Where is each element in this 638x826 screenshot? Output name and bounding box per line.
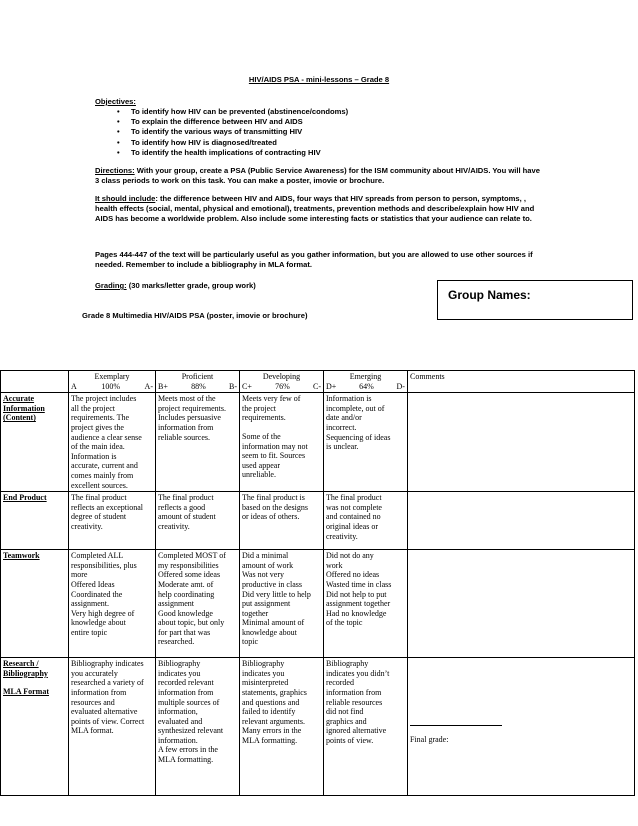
include-text: : the difference between HIV and AIDS, four ways that HIV spreads from person to person, symptoms, , health effects (social, mental, physical and emotional), treatments, prevention methods and describe/explain how HIV and AIDS has become a worldwide problem. Also include some interesting facts or statistics that your audience can relate to. [95,194,535,224]
rubric-cell [156,393,240,492]
cell-line: information may not [242,441,308,451]
table-row [1,658,635,796]
cell-line: indicates you didn’t [326,668,390,678]
level-name: Exemplary [94,372,130,381]
criterion-cell [1,393,69,492]
cell-line: Did very little to help [242,589,311,599]
cell-line: Meets most of the [158,394,216,404]
cell-line: A few errors in the [158,745,218,755]
cell-line: of the main idea. [71,442,125,452]
rubric-cell [240,550,324,658]
cell-line: The final product [158,493,214,503]
cell-line: Was not very [242,570,285,580]
cell-line: Many errors in the [242,726,302,736]
final-grade-line [410,725,502,726]
cell-line: productive in class [242,579,302,589]
cell-line: information. [158,735,198,745]
criterion-cell [1,492,69,550]
cell-line: information from [71,687,127,697]
include-label: It should include [95,194,156,203]
cell-line: excellent sources. [71,480,128,490]
objective-item: • To identify how HIV is diagnosed/treated [95,138,348,148]
cell-line: date and/or [326,413,362,423]
criterion-line: Information [3,403,45,413]
cell-line: reliable resources [326,697,383,707]
cell-line: statements, graphics [242,687,307,697]
cell-line: multiple sources of [158,697,220,707]
cell-line: MLA format. [71,726,114,736]
grade-percent: 64% [359,381,374,391]
cell-line: seem to fit. Sources [242,451,306,461]
cell-line: assignment together [326,599,391,609]
objective-item: • To explain the difference between HIV and AIDS [95,117,348,127]
cell-line: recorded relevant [158,678,214,688]
cell-line: help coordinating [158,589,215,599]
rubric-cell [240,492,324,550]
grade-low: C- [313,381,321,391]
grade-percent: 100% [101,381,120,391]
cell-line: synthesized relevant [158,726,224,736]
cell-line: ignored alternative [326,726,387,736]
comments-cell[interactable] [408,492,635,550]
cell-line: topic [242,637,258,647]
level-name: Developing [262,372,301,381]
grade-high: C+ [242,381,252,391]
cell-line: about topic, but only [158,618,225,628]
cell-line: information, [158,707,198,717]
final-grade-label: Final grade: [410,735,449,745]
cell-line: my responsibilities [158,560,219,570]
cell-line: reflects an exceptional [71,502,143,512]
comments-cell[interactable] [408,393,635,492]
cell-line: Bibliography [326,659,369,669]
cell-line: or ideas of others. [242,512,300,522]
cell-line: Very high degree of [71,608,135,618]
cell-line: resources and [71,697,115,707]
cell-line: Offered Ideas [71,579,115,589]
criterion-cell [1,550,69,658]
table-row [1,492,635,550]
cell-line: Includes persuasive [158,413,221,423]
cell-line: degree of student [71,512,127,522]
cell-line: together [242,608,269,618]
grade-high: B+ [158,381,168,391]
rubric-cell [156,492,240,550]
rubric-level-header [324,371,408,393]
table-row [1,550,635,658]
cell-line: evaluated alternative [71,707,138,717]
directions-label: Directions: [95,166,135,175]
level-name: Proficient [181,372,214,381]
cell-line: failed to identify [242,707,296,717]
cell-line: Offered no ideas [326,570,380,580]
cell-line: Coordinated the [71,589,123,599]
rubric-cell [69,550,156,658]
cell-line: Had no knowledge [326,608,387,618]
comments-cell[interactable] [408,550,635,658]
cell-line: you accurately [71,668,118,678]
directions-text: With your group, create a PSA (Public Service Awareness) for the ISM community about HIV/AIDS. You will have 3 class periods to work on this task. You can make a poster, imovie or brochure. [95,166,540,186]
criterion-line: (Content) [3,413,36,423]
document-title: HIV/AIDS PSA - mini-lessons – Grade 8 [248,75,390,84]
cell-line: requirements. [242,413,286,423]
cell-line: points of view. Correct [71,716,145,726]
rubric-cell [69,492,156,550]
cell-line: creativity. [158,521,190,531]
rubric-header-row [1,371,635,393]
grade-percent: 88% [191,381,206,391]
cell-line: Wasted time in class [326,579,392,589]
level-name: Emerging [349,372,382,381]
grading-label: Grading: [95,281,127,290]
cell-line: Meets very few of [242,394,301,404]
cell-line: work [326,560,343,570]
cell-line: assignment. [71,599,109,609]
comments-header-label: Comments [410,372,445,381]
rubric-cell [240,658,324,796]
cell-line: reflects a good [158,502,206,512]
cell-line: and contained no [326,512,381,522]
comments-header [408,371,635,393]
cell-line: The project includes [71,394,137,404]
cell-line: MLA formatting. [242,735,298,745]
cell-line: all the project [71,403,115,413]
cell-line: original ideas or [326,521,378,531]
rubric-cell [156,658,240,796]
cell-line: indicates you [158,668,201,678]
cell-line: for part that was [158,627,211,637]
cell-line: Offered some ideas [158,570,221,580]
grade-percent: 76% [275,381,290,391]
rubric-table [0,370,635,796]
cell-line: Did a minimal [242,551,289,561]
cell-line: entire topic [71,627,108,637]
cell-line: information from [326,687,382,697]
cell-line: The final product [326,493,382,503]
cell-line: relevant arguments. [242,716,305,726]
cell-line: knowledge about [71,618,126,628]
grade-low: A- [144,381,153,391]
criterion-line: Bibliography [3,668,48,678]
cell-line: Did not help to put [326,589,387,599]
cell-line: recorded [326,678,354,688]
cell-line: Moderate amt. of [158,579,214,589]
criterion-line: Research / [3,659,39,669]
criterion-line: Teamwork [3,551,40,561]
rubric-cell [324,658,408,796]
rubric-level-header [156,371,240,393]
cell-line: points of view. [326,735,374,745]
include-paragraph [95,194,545,225]
pages-note: Pages 444-447 of the text will be particularly useful as you gather information, but you are allowed to use other sources if needed. Remember to include a bibliography in MLA format. [95,250,533,270]
table-row [1,393,635,492]
grade-high: A [71,381,77,391]
cell-line: put assignment [242,599,291,609]
cell-line: information from [158,687,214,697]
cell-line: graphics and [326,716,367,726]
rubric-title: Grade 8 Multimedia HIV/AIDS PSA (poster, imovie or brochure) [82,311,308,320]
comments-cell[interactable] [408,658,635,796]
cell-line: Sequencing of ideas [326,432,391,442]
cell-line: evaluated and [158,716,203,726]
rubric-cell [69,393,156,492]
cell-line: amount of student [158,512,216,522]
grade-low: D- [396,381,405,391]
criterion-line: End Product [3,493,47,503]
cell-line: knowledge about [242,627,297,637]
objective-item: • To identify the various ways of transmitting HIV [95,127,348,137]
cell-line: creativity. [326,531,358,541]
cell-line: assignment [158,599,194,609]
criteria-header-cell [1,371,69,393]
cell-line: Minimal amount of [242,618,305,628]
rubric-cell [324,550,408,658]
objective-item: • To identify the health implications of contracting HIV [95,148,348,158]
cell-line: Bibliography [158,659,201,669]
cell-line: is unclear. [326,442,359,452]
cell-line: indicates you [242,668,285,678]
grade-low: B- [229,381,237,391]
cell-line: incomplete, out of [326,403,385,413]
cell-line: the project [242,403,276,413]
criterion-line: Accurate [3,394,35,404]
cell-line: used appear [242,460,280,470]
cell-line: amount of work [242,560,294,570]
cell-line: Information is [326,394,372,404]
group-names-box[interactable] [437,280,633,320]
cell-line: did not find [326,707,364,717]
cell-line: more [71,570,88,580]
rubric-cell [69,658,156,796]
objectives-list [95,107,348,158]
cell-line: reliable sources. [158,432,210,442]
rubric-cell [156,550,240,658]
group-names-label: Group Names: [448,288,531,302]
cell-line: researched. [158,637,195,647]
rubric-level-header [240,371,324,393]
cell-line: accurate, current and [71,461,138,471]
cell-line: information from [158,422,214,432]
cell-line: MLA formatting. [158,755,214,765]
directions-paragraph [95,166,545,186]
rubric-level-header [69,371,156,393]
criterion-gap [3,678,66,687]
cell-line: responsibilities, plus [71,560,137,570]
cell-line: Completed MOST of [158,551,226,561]
rubric-cell [324,492,408,550]
cell-line: based on the designs [242,502,308,512]
cell-line: project requirements. [158,403,226,413]
cell-line: The final product is [242,493,305,503]
cell-line: Completed ALL [71,551,124,561]
rubric-cell [240,393,324,492]
cell-line: creativity. [71,521,103,531]
cell-line: researched a variety of [71,678,144,688]
cell-line: was not complete [326,502,382,512]
cell-line: comes mainly from [71,470,134,480]
criterion-line: MLA Format [3,687,49,697]
cell-line: incorrect. [326,422,357,432]
cell-line: misinterpreted [242,678,289,688]
cell-line: of the topic [326,618,363,628]
grade-high: D+ [326,381,337,391]
cell-line: Bibliography [242,659,285,669]
rubric-cell [324,393,408,492]
cell-line: unreliable. [242,470,276,480]
cell-line: Bibliography indicates [71,659,144,669]
cell-gap [242,423,321,432]
cell-line: Some of the [242,431,281,441]
cell-line: project gives the [71,422,124,432]
grading-text: (30 marks/letter grade, group work) [126,281,256,290]
cell-line: requirements. The [71,413,130,423]
cell-line: Information is [71,451,117,461]
objectives-heading: Objectives: [95,97,136,106]
cell-line: Good knowledge [158,608,213,618]
criterion-cell [1,658,69,796]
cell-line: and questions and [242,697,300,707]
cell-line: audience a clear sense [71,432,142,442]
cell-line: Did not do any [326,551,374,561]
cell-line: The final product [71,493,127,503]
objective-item: • To identify how HIV can be prevented (abstinence/condoms) [95,107,348,117]
